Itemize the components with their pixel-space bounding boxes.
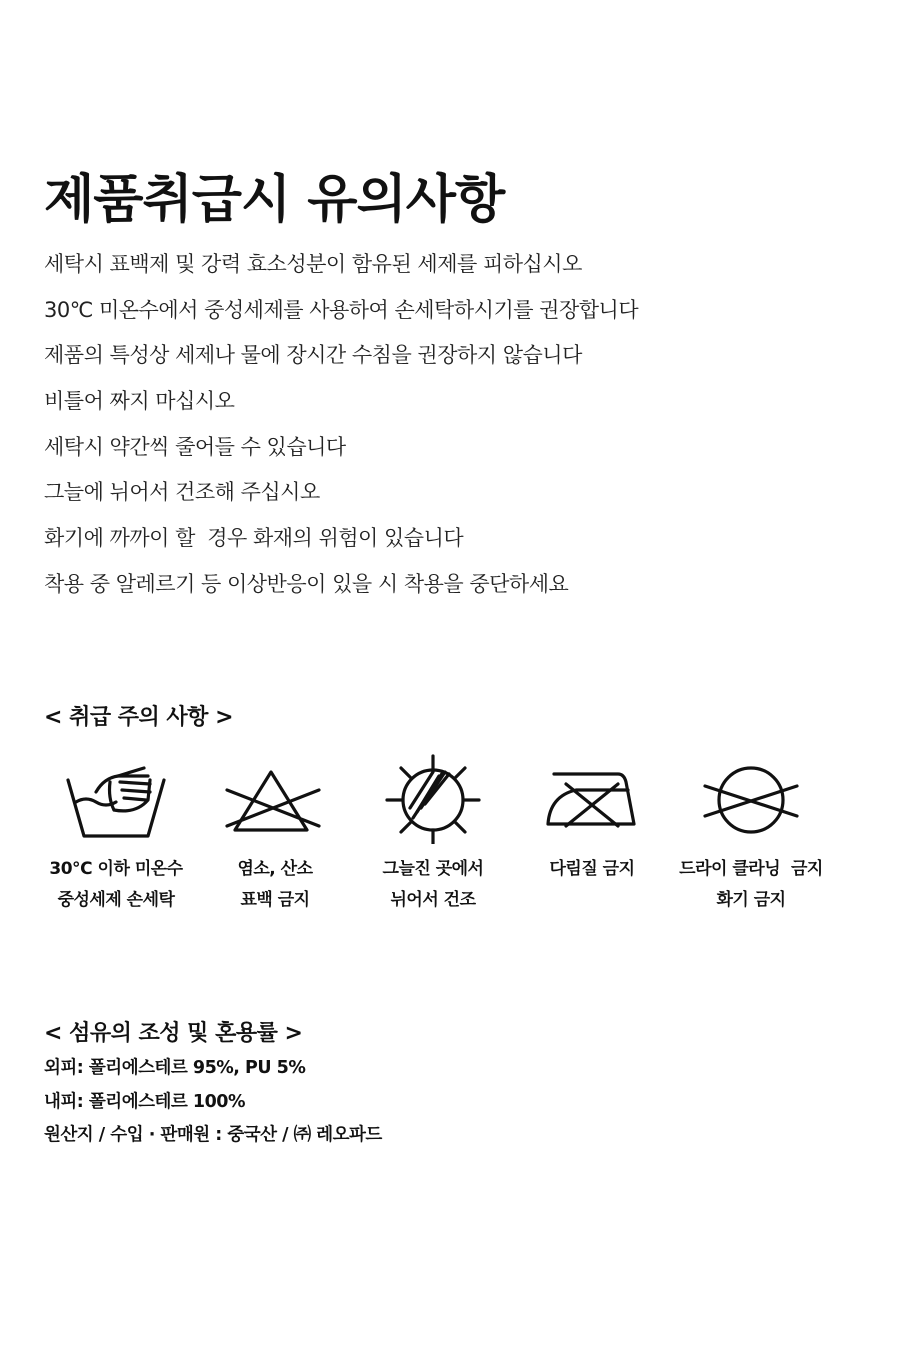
care-item-no-dry-clean [671, 752, 831, 916]
care-label-line: 중성세제 손세탁 [57, 890, 175, 910]
care-label [36, 854, 196, 916]
shade-dry-icon [383, 752, 483, 844]
care-note: 화기에 까까이 할 경우 화재의 위험이 있습니다 [44, 526, 464, 551]
care-label [671, 854, 831, 916]
composition-section-heading: < 섬유의 조성 및 혼용률 > [44, 1021, 303, 1046]
care-label-line: 다림질 금지 [549, 859, 635, 879]
composition-details [44, 1052, 382, 1153]
hand-wash-icon [66, 752, 166, 844]
care-section-heading: < 취급 주의 사항 > [44, 705, 234, 730]
care-note: 세탁시 약간씩 줄어들 수 있습니다 [44, 434, 346, 459]
care-note: 세탁시 표백제 및 강력 효소성분이 함유된 세제를 피하십시오 [44, 252, 582, 276]
inner-fabric-composition: 내피: 폴리에스테르 100% [44, 1091, 245, 1112]
care-label [512, 854, 672, 885]
care-notes-list [44, 246, 638, 612]
care-note: 제품의 특성상 세제나 물에 장시간 수침을 권장하지 않습니다 [44, 343, 582, 368]
care-label-line: 드라이 클라닝 금지 [679, 859, 823, 879]
care-label [353, 854, 513, 916]
care-label-line: 그늘진 곳에서 [382, 859, 484, 879]
origin-importer: 원산지 / 수입 · 판매원 : 중국산 / ㈜ 레오파드 [44, 1125, 382, 1145]
page-title: 제품취급시 유의사항 [44, 170, 505, 230]
outer-fabric-composition: 외피: 폴리에스테르 95%, PU 5% [44, 1058, 306, 1078]
no-bleach-icon [225, 752, 325, 844]
care-label-line: 표백 금지 [240, 890, 310, 910]
care-label [195, 854, 355, 916]
care-item-shade-dry [353, 752, 513, 916]
care-label-line: 30℃ 이하 미온수 [49, 859, 183, 879]
no-dry-clean-icon [701, 752, 801, 844]
care-note: 그늘에 뉘어서 건조해 주십시오 [44, 480, 320, 505]
care-note: 착용 중 알레르기 등 이상반응이 있을 시 착용을 중단하세요 [44, 571, 569, 596]
care-label-line: 화기 금지 [716, 890, 786, 910]
care-symbols-row [0, 752, 900, 932]
care-item-no-iron [512, 752, 672, 885]
care-note: 30℃ 미온수에서 중성세제를 사용하여 손세탁하시기를 권장합니다 [44, 297, 639, 322]
no-iron-icon [542, 752, 642, 844]
care-label-line: 염소, 산소 [237, 859, 313, 879]
care-note: 비틀어 짜지 마십시오 [44, 389, 235, 414]
care-label-line: 뉘어서 건조 [390, 890, 476, 910]
care-item-hand-wash [36, 752, 196, 916]
care-item-no-bleach [195, 752, 355, 916]
